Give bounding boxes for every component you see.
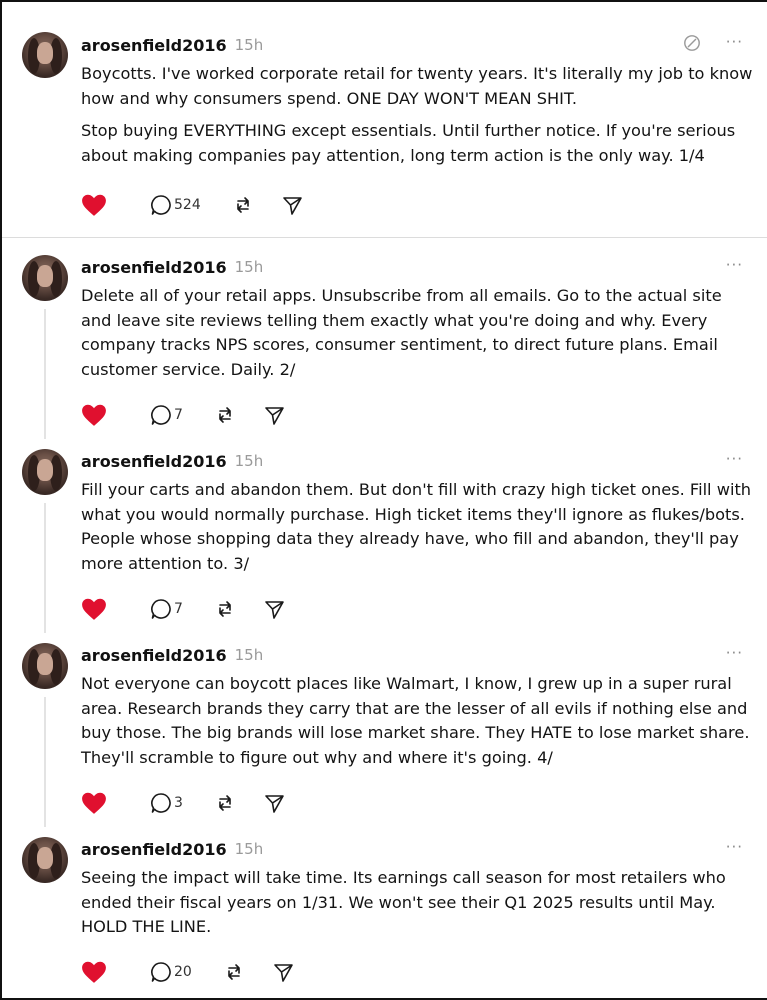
- share-button[interactable]: [263, 598, 285, 620]
- comment-icon: [150, 194, 172, 216]
- heart-filled-icon: [81, 193, 107, 217]
- repost-icon: [223, 961, 245, 983]
- avatar[interactable]: [22, 32, 68, 78]
- reply-button[interactable]: [150, 792, 183, 814]
- post-paragraph: Seeing the impact will take time. Its earnings call season for most retailers who ended their fiscal years on 1/31. We won't see their Q1 2025 results until May. HOLD THE LINE.: [81, 868, 726, 937]
- username[interactable]: arosenfield2016: [81, 645, 227, 665]
- avatar[interactable]: [22, 255, 68, 301]
- post-paragraph: Fill your carts and abandon them. But don't fill with crazy high ticket ones. Fill with what you would normally purchase. High ticket items they'll ignore as flukes/bots. People whose shopping data they already have, who fill and abandon, they'll pay more attention to. 3/: [81, 480, 752, 573]
- repost-button[interactable]: [214, 792, 236, 814]
- post-text: [81, 866, 753, 940]
- like-button[interactable]: [81, 193, 107, 217]
- thread-line: [44, 697, 46, 827]
- action-bar: [81, 403, 312, 427]
- avatar[interactable]: [22, 643, 68, 689]
- heart-filled-icon: [81, 403, 107, 427]
- comment-icon: [150, 404, 172, 426]
- action-bar: [81, 193, 330, 217]
- thread-line: [44, 309, 46, 439]
- like-button[interactable]: [81, 960, 107, 984]
- reply-count: 524: [174, 197, 201, 213]
- post-paragraph: Not everyone can boycott places like Walmart, I know, I grew up in a super rural area. Research brands they carry that are the lesser of all evils if nothing else and buy those. The big brands will lose market share. They HATE to lose market share. They'll scramble to figure out why and where it's going. 4/: [81, 674, 750, 767]
- share-button[interactable]: [263, 792, 285, 814]
- post-text: [81, 284, 753, 382]
- comment-icon: [150, 961, 172, 983]
- thread-line: [44, 503, 46, 633]
- repost-button[interactable]: [232, 194, 254, 216]
- share-button[interactable]: [272, 961, 294, 983]
- send-icon: [272, 961, 294, 983]
- like-button[interactable]: [81, 791, 107, 815]
- reply-button[interactable]: [150, 961, 192, 983]
- divider: [2, 237, 767, 238]
- reply-count: 7: [174, 601, 183, 617]
- reply-count: 20: [174, 964, 192, 980]
- action-bar: [81, 960, 321, 984]
- post-text: [81, 478, 753, 576]
- heart-filled-icon: [81, 791, 107, 815]
- send-icon: [263, 404, 285, 426]
- repost-button[interactable]: [214, 598, 236, 620]
- timestamp: 15h: [234, 36, 264, 54]
- more-icon[interactable]: ···: [725, 838, 743, 856]
- username[interactable]: arosenfield2016: [81, 839, 227, 859]
- timestamp: 15h: [234, 840, 264, 858]
- repost-button[interactable]: [214, 404, 236, 426]
- edited-icon[interactable]: [683, 34, 701, 52]
- repost-icon: [214, 792, 236, 814]
- timestamp: 15h: [234, 258, 264, 276]
- avatar[interactable]: [22, 837, 68, 883]
- heart-filled-icon: [81, 597, 107, 621]
- more-icon[interactable]: ···: [725, 33, 743, 51]
- heart-filled-icon: [81, 960, 107, 984]
- repost-icon: [232, 194, 254, 216]
- repost-icon: [214, 598, 236, 620]
- avatar[interactable]: [22, 449, 68, 495]
- comment-icon: [150, 792, 172, 814]
- username[interactable]: arosenfield2016: [81, 451, 227, 471]
- reply-button[interactable]: [150, 404, 183, 426]
- reply-count: 7: [174, 407, 183, 423]
- more-icon[interactable]: ···: [725, 450, 743, 468]
- reply-button[interactable]: [150, 598, 183, 620]
- post-text: [81, 62, 753, 168]
- like-button[interactable]: [81, 597, 107, 621]
- more-icon[interactable]: ···: [725, 256, 743, 274]
- post-paragraph: Boycotts. I've worked corporate retail for twenty years. It's literally my job to know how and why consumers spend. ONE DAY WON'T MEAN SHIT.: [81, 64, 753, 108]
- send-icon: [263, 792, 285, 814]
- send-icon: [281, 194, 303, 216]
- post-text: [81, 672, 753, 770]
- repost-icon: [214, 404, 236, 426]
- action-bar: [81, 597, 312, 621]
- post-paragraph: Stop buying EVERYTHING except essentials. Until further notice. If you're serious about making companies pay attention, long term action is the only way. 1/4: [81, 121, 736, 165]
- timestamp: 15h: [234, 452, 264, 470]
- share-button[interactable]: [263, 404, 285, 426]
- reply-button[interactable]: [150, 194, 201, 216]
- comment-icon: [150, 598, 172, 620]
- username[interactable]: arosenfield2016: [81, 35, 227, 55]
- repost-button[interactable]: [223, 961, 245, 983]
- action-bar: [81, 791, 312, 815]
- like-button[interactable]: [81, 403, 107, 427]
- post-paragraph: Delete all of your retail apps. Unsubscribe from all emails. Go to the actual site and leave site reviews telling them exactly what you're doing and why. Every company tracks NPS scores, consumer sentiment, to direct future plans. Email customer service. Daily. 2/: [81, 286, 722, 379]
- send-icon: [263, 598, 285, 620]
- share-button[interactable]: [281, 194, 303, 216]
- username[interactable]: arosenfield2016: [81, 257, 227, 277]
- timestamp: 15h: [234, 646, 264, 664]
- reply-count: 3: [174, 795, 183, 811]
- more-icon[interactable]: ···: [725, 644, 743, 662]
